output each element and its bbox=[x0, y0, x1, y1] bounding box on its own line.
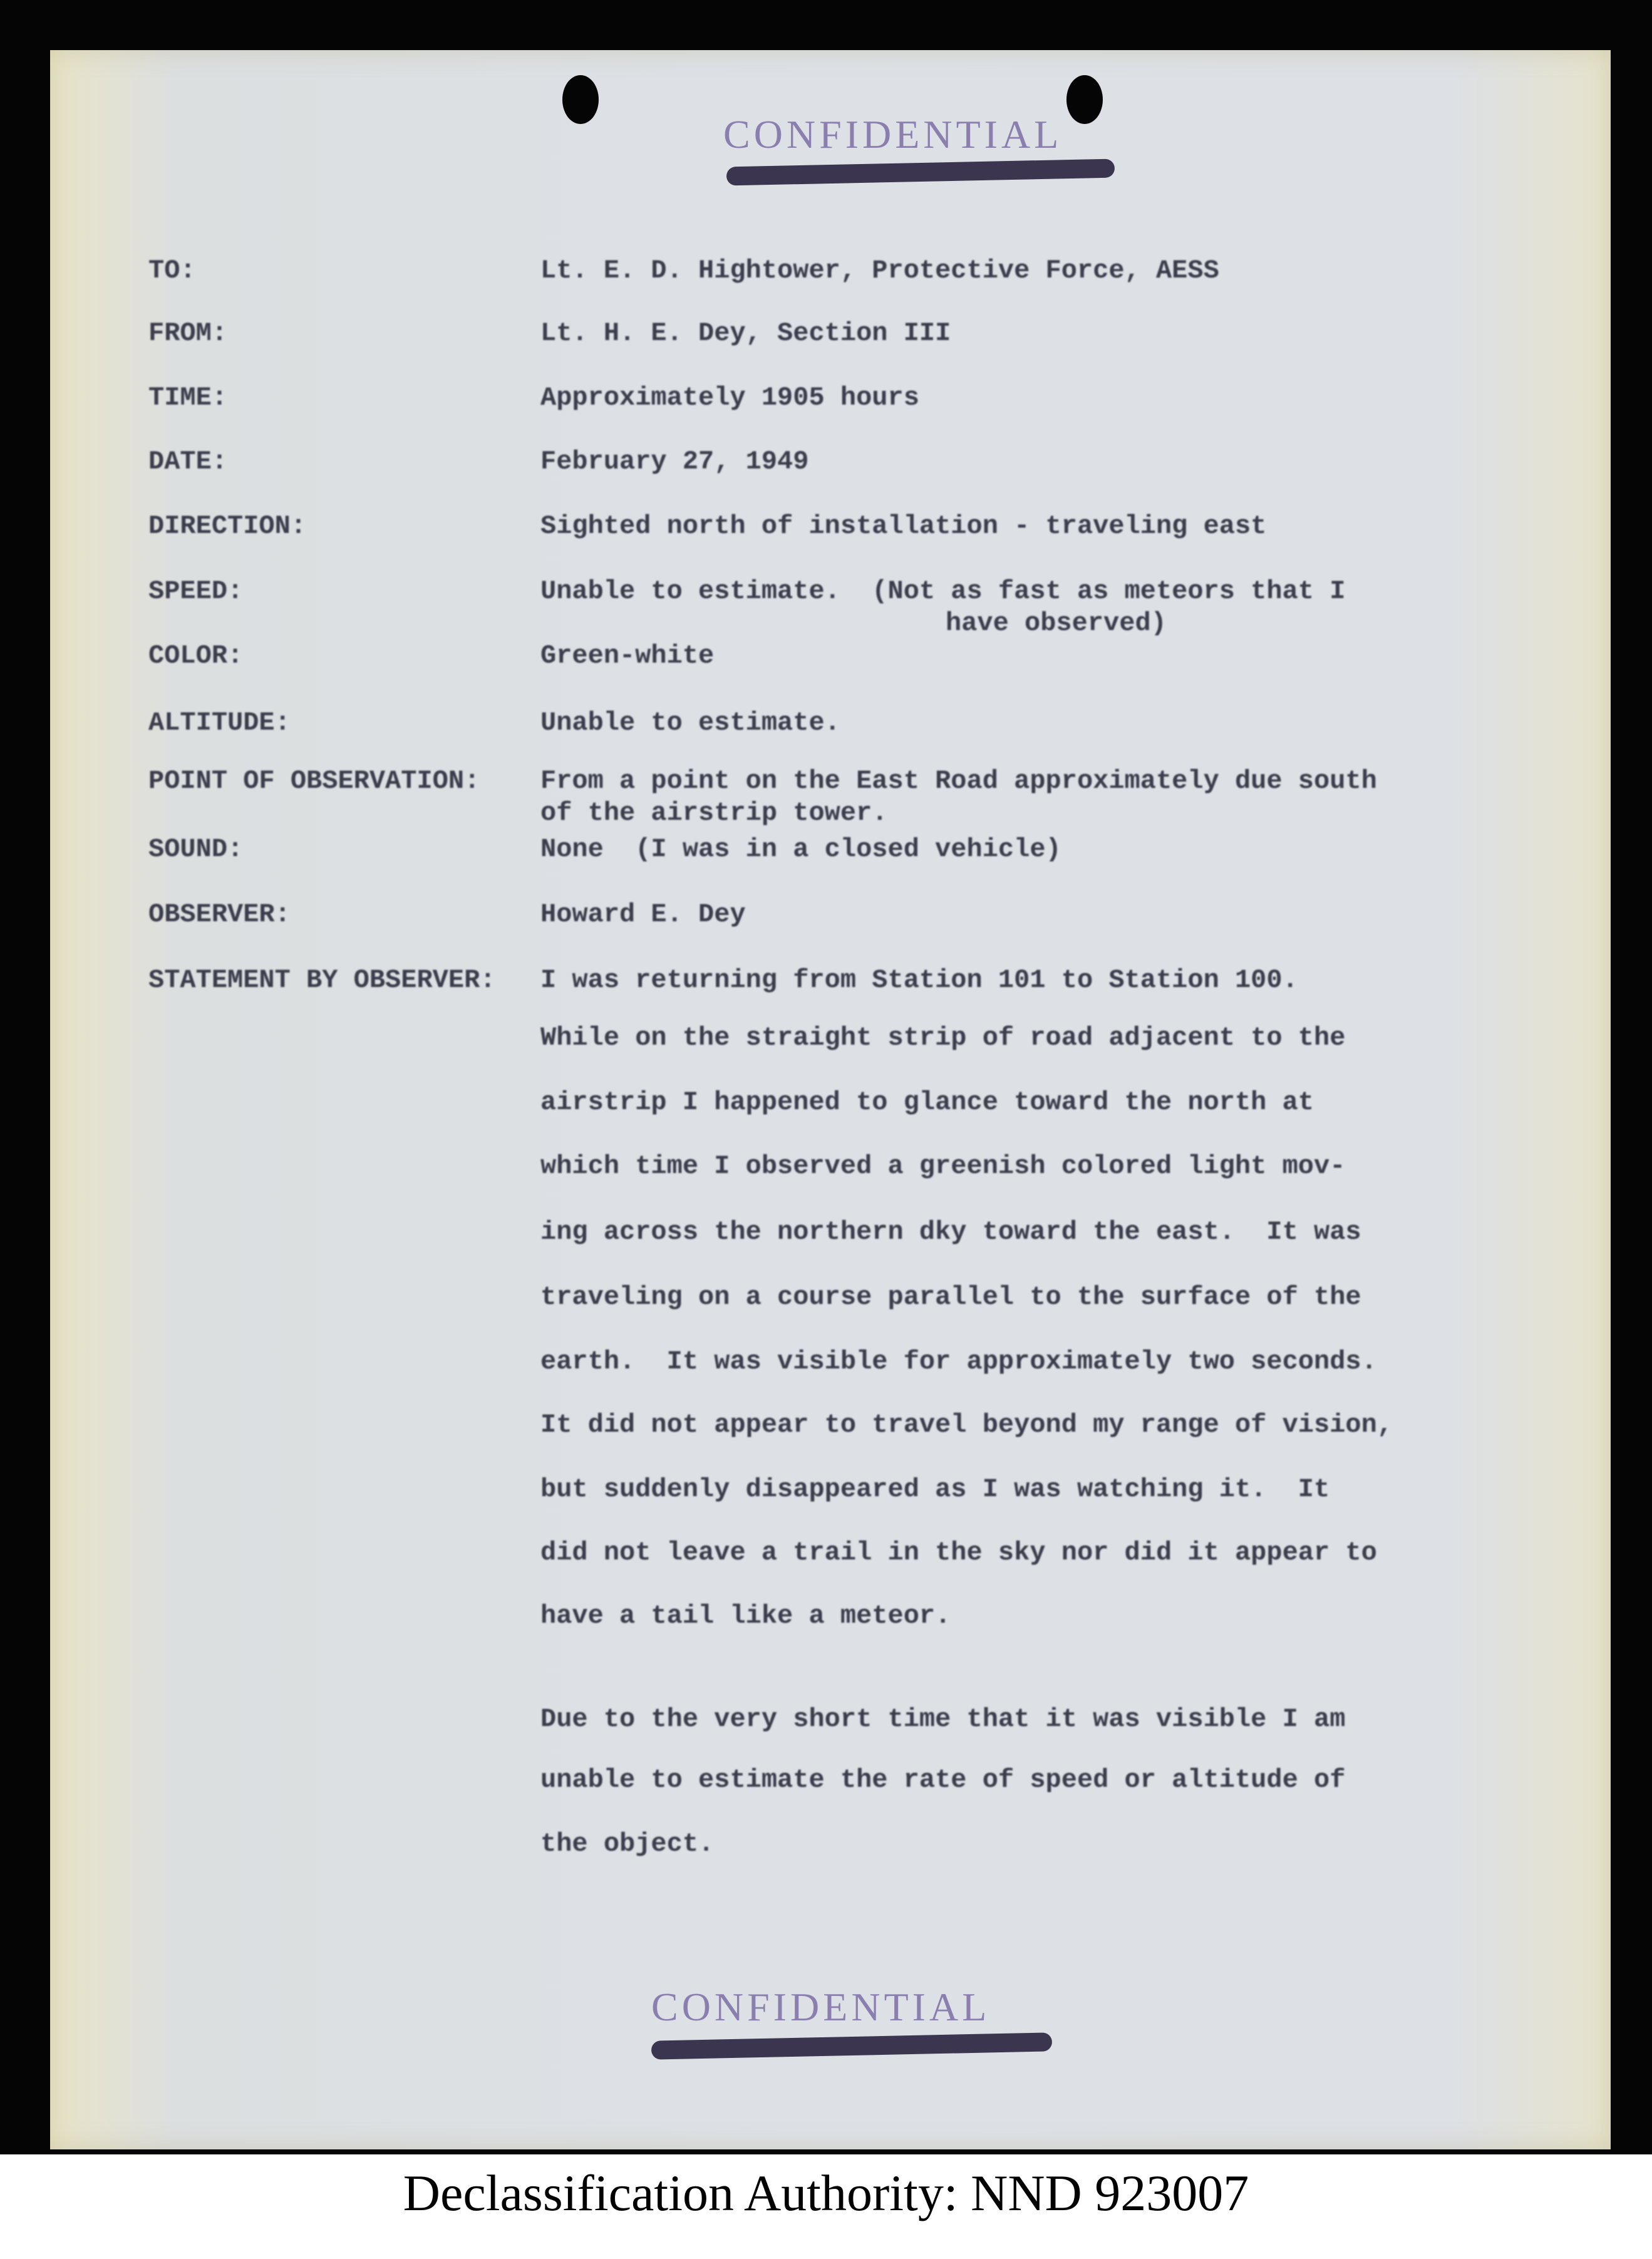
statement-line: traveling on a course parallel to the surface of the bbox=[540, 1282, 1361, 1312]
field-value: From a point on the East Road approximately due south bbox=[540, 766, 1377, 796]
field-label: SPEED: bbox=[148, 576, 244, 606]
field-value: Approximately 1905 hours bbox=[540, 383, 919, 413]
field-value: February 27, 1949 bbox=[540, 447, 809, 477]
field-value: Sighted north of installation - traveling east bbox=[540, 511, 1267, 541]
field-value: Lt. H. E. Dey, Section III bbox=[540, 318, 951, 348]
redaction-bar bbox=[726, 159, 1115, 186]
statement-line: ing across the northern dky toward the east. It was bbox=[540, 1217, 1361, 1247]
statement-line: unable to estimate the rate of speed or altitude of bbox=[540, 1765, 1346, 1795]
field-label: SOUND: bbox=[148, 834, 244, 864]
field-value: Green-white bbox=[540, 641, 715, 671]
field-value: None (I was in a closed vehicle) bbox=[540, 834, 1061, 864]
field-label: ALTITUDE: bbox=[148, 708, 291, 738]
field-label: TIME: bbox=[148, 383, 228, 413]
statement-line: airstrip I happened to glance toward the north at bbox=[540, 1087, 1314, 1117]
statement-line: Due to the very short time that it was visible I am bbox=[540, 1704, 1346, 1734]
field-value: Unable to estimate. bbox=[540, 708, 840, 738]
punch-hole bbox=[1066, 75, 1103, 124]
statement-line: While on the straight strip of road adjacent to the bbox=[540, 1023, 1346, 1053]
field-value: I was returning from Station 101 to Station 100. bbox=[540, 965, 1298, 995]
redaction-bar bbox=[651, 2032, 1052, 2059]
confidential-stamp-top: CONFIDENTIAL bbox=[723, 112, 1063, 157]
field-value: Howard E. Dey bbox=[540, 899, 746, 929]
statement-line: did not leave a trail in the sky nor did it appear to bbox=[540, 1538, 1377, 1568]
statement-line: which time I observed a greenish colored light mov- bbox=[540, 1151, 1346, 1181]
statement-line: but suddenly disappeared as I was watching it. It bbox=[540, 1474, 1330, 1504]
field-label: FROM: bbox=[148, 318, 228, 348]
field-label: OBSERVER: bbox=[148, 899, 291, 929]
field-label: DATE: bbox=[148, 447, 228, 477]
field-label: STATEMENT BY OBSERVER: bbox=[148, 965, 496, 995]
field-value: Lt. E. D. Hightower, Protective Force, AESS bbox=[540, 256, 1219, 286]
confidential-stamp-bottom: CONFIDENTIAL bbox=[651, 1985, 991, 2029]
field-label: DIRECTION: bbox=[148, 511, 307, 541]
declassification-footer: Declassification Authority: NND 923007 bbox=[403, 2164, 1249, 2221]
statement-line: the object. bbox=[540, 1829, 715, 1859]
field-label: POINT OF OBSERVATION: bbox=[148, 766, 480, 796]
field-value-continued: have observed) bbox=[946, 608, 1167, 638]
statement-line: It did not appear to travel beyond my range of vision, bbox=[540, 1410, 1393, 1440]
field-value: Unable to estimate. (Not as fast as meteors that I bbox=[540, 576, 1346, 606]
field-label: TO: bbox=[148, 256, 196, 286]
punch-hole bbox=[562, 75, 599, 124]
statement-line: have a tail like a meteor. bbox=[540, 1601, 951, 1631]
field-label: COLOR: bbox=[148, 641, 244, 671]
field-value-continued: of the airstrip tower. bbox=[540, 798, 888, 828]
statement-line: earth. It was visible for approximately two seconds. bbox=[540, 1347, 1377, 1377]
